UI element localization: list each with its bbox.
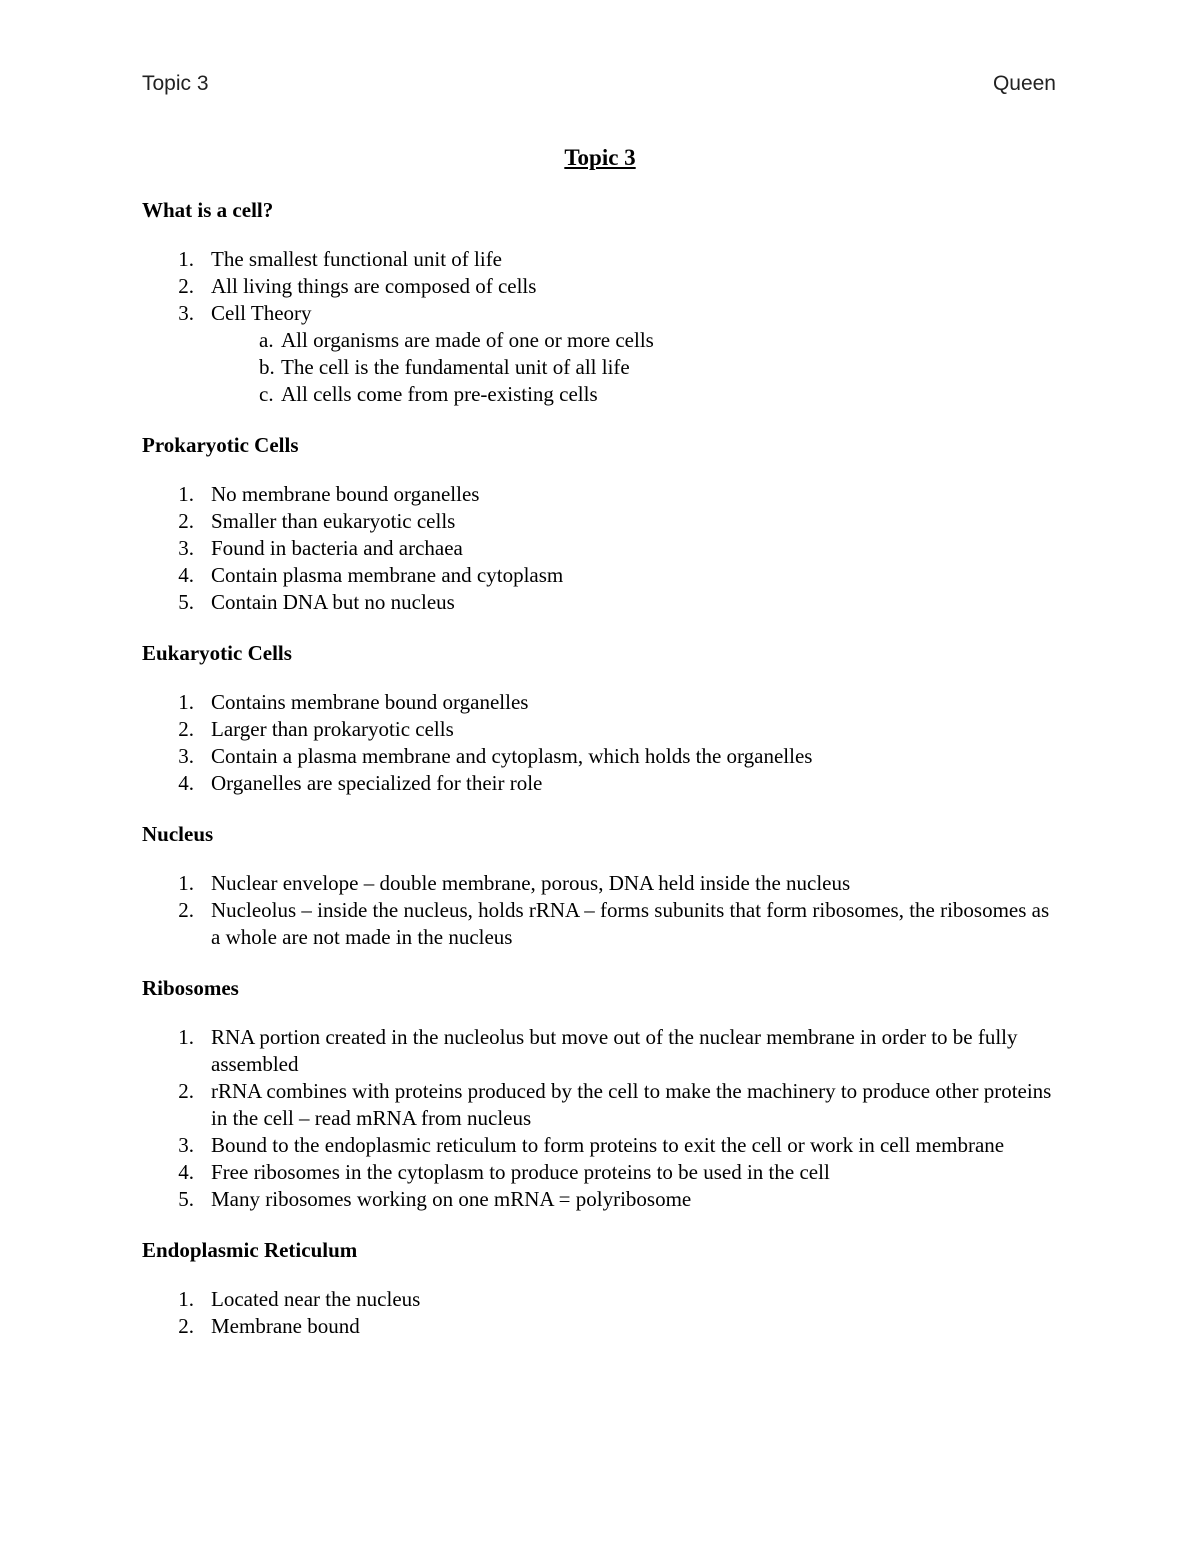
- list-item-text: RNA portion created in the nucleolus but move out of the nuclear membrane in order to be fully assembled: [211, 1025, 1018, 1076]
- list-item-text: Found in bacteria and archaea: [211, 536, 463, 560]
- list-item-text: Free ribosomes in the cytoplasm to produce proteins to be used in the cell: [211, 1160, 830, 1184]
- list-item: [142, 246, 1052, 273]
- list-item: [142, 273, 1052, 300]
- list-item-text: Many ribosomes working on one mRNA = polyribosome: [211, 1187, 692, 1211]
- list-item: [142, 897, 1052, 951]
- list-marker: 1.: [178, 1025, 194, 1049]
- list-marker: 5.: [178, 1187, 194, 1211]
- sub-list-marker: a.: [259, 328, 274, 352]
- list-item-text: All living things are composed of cells: [211, 274, 537, 298]
- numbered-list: [142, 689, 1052, 797]
- document-body: [142, 197, 1052, 1364]
- list-item: [142, 1286, 1052, 1313]
- sub-list: [211, 327, 1052, 408]
- numbered-list: [142, 870, 1052, 951]
- list-marker: 2.: [178, 1079, 194, 1103]
- list-marker: 2.: [178, 274, 194, 298]
- list-item-text: No membrane bound organelles: [211, 482, 480, 506]
- list-item: [142, 1024, 1052, 1078]
- list-marker: 1.: [178, 871, 194, 895]
- list-marker: 2.: [178, 509, 194, 533]
- document-title: Topic 3: [564, 145, 636, 170]
- sub-list-item-text: The cell is the fundamental unit of all life: [281, 355, 630, 379]
- header-left: Topic 3: [142, 72, 209, 95]
- list-marker: 1.: [178, 1287, 194, 1311]
- list-item: [142, 589, 1052, 616]
- list-item-text: Contain DNA but no nucleus: [211, 590, 455, 614]
- list-item: [142, 689, 1052, 716]
- list-item: [142, 1159, 1052, 1186]
- sub-list-item: [211, 354, 1052, 381]
- list-marker: 2.: [178, 1314, 194, 1338]
- list-item-text: Bound to the endoplasmic reticulum to form proteins to exit the cell or work in cell membrane: [211, 1133, 1005, 1157]
- list-marker: 3.: [178, 536, 194, 560]
- list-item: [142, 562, 1052, 589]
- numbered-list: [142, 1286, 1052, 1340]
- list-item-text: Contains membrane bound organelles: [211, 690, 529, 714]
- list-item: [142, 1186, 1052, 1213]
- sub-list-item: [211, 381, 1052, 408]
- list-item-text: Smaller than eukaryotic cells: [211, 509, 456, 533]
- list-item: [142, 1132, 1052, 1159]
- list-marker: 3.: [178, 1133, 194, 1157]
- list-item: [142, 300, 1052, 408]
- list-item-text: Larger than prokaryotic cells: [211, 717, 454, 741]
- list-marker: 3.: [178, 301, 194, 325]
- header-right: Queen: [992, 72, 1056, 95]
- list-item: [142, 743, 1052, 770]
- list-item: [142, 1078, 1052, 1132]
- list-marker: 2.: [178, 717, 194, 741]
- section-heading: Endoplasmic Reticulum: [142, 1238, 358, 1262]
- list-item-text: rRNA combines with proteins produced by the cell to make the machinery to produce other proteins in the cell – read mRNA from nucleus: [211, 1079, 1052, 1130]
- list-item: [142, 1313, 1052, 1340]
- list-item-text: Nuclear envelope – double membrane, porous, DNA held inside the nucleus: [211, 871, 851, 895]
- numbered-list: [142, 246, 1052, 408]
- section-heading: Nucleus: [142, 822, 214, 846]
- sub-list-marker: c.: [259, 382, 274, 406]
- section-heading: Ribosomes: [142, 976, 239, 1000]
- list-item-text: The smallest functional unit of life: [211, 247, 503, 271]
- page-header: [142, 72, 1056, 96]
- list-item: [142, 870, 1052, 897]
- list-item-text: Cell Theory: [211, 301, 312, 325]
- sub-list-item-text: All organisms are made of one or more cells: [281, 328, 654, 352]
- list-marker: 5.: [178, 590, 194, 614]
- list-marker: 4.: [178, 1160, 194, 1184]
- list-item-text: Contain a plasma membrane and cytoplasm, which holds the organelles: [211, 744, 813, 768]
- list-item-text: Located near the nucleus: [211, 1287, 421, 1311]
- list-marker: 3.: [178, 744, 194, 768]
- numbered-list: [142, 1024, 1052, 1213]
- list-item-text: Membrane bound: [211, 1314, 360, 1338]
- sub-list-item: [211, 327, 1052, 354]
- list-item: [142, 535, 1052, 562]
- list-item: [142, 770, 1052, 797]
- numbered-list: [142, 481, 1052, 616]
- list-item: [142, 481, 1052, 508]
- sub-list-marker: b.: [259, 355, 275, 379]
- list-marker: 1.: [178, 690, 194, 714]
- list-marker: 2.: [178, 898, 194, 922]
- list-item-text: Organelles are specialized for their role: [211, 771, 543, 795]
- section-heading: Eukaryotic Cells: [142, 641, 292, 665]
- list-item: [142, 508, 1052, 535]
- section-heading: What is a cell?: [142, 198, 274, 222]
- list-marker: 1.: [178, 482, 194, 506]
- list-item: [142, 716, 1052, 743]
- list-item-text: Nucleolus – inside the nucleus, holds rRNA – forms subunits that form ribosomes, the ribosomes as a whole are not made in the nucleus: [211, 898, 1050, 949]
- section-heading: Prokaryotic Cells: [142, 433, 299, 457]
- list-marker: 1.: [178, 247, 194, 271]
- list-marker: 4.: [178, 771, 194, 795]
- sub-list-item-text: All cells come from pre-existing cells: [281, 382, 598, 406]
- list-marker: 4.: [178, 563, 194, 587]
- list-item-text: Contain plasma membrane and cytoplasm: [211, 563, 564, 587]
